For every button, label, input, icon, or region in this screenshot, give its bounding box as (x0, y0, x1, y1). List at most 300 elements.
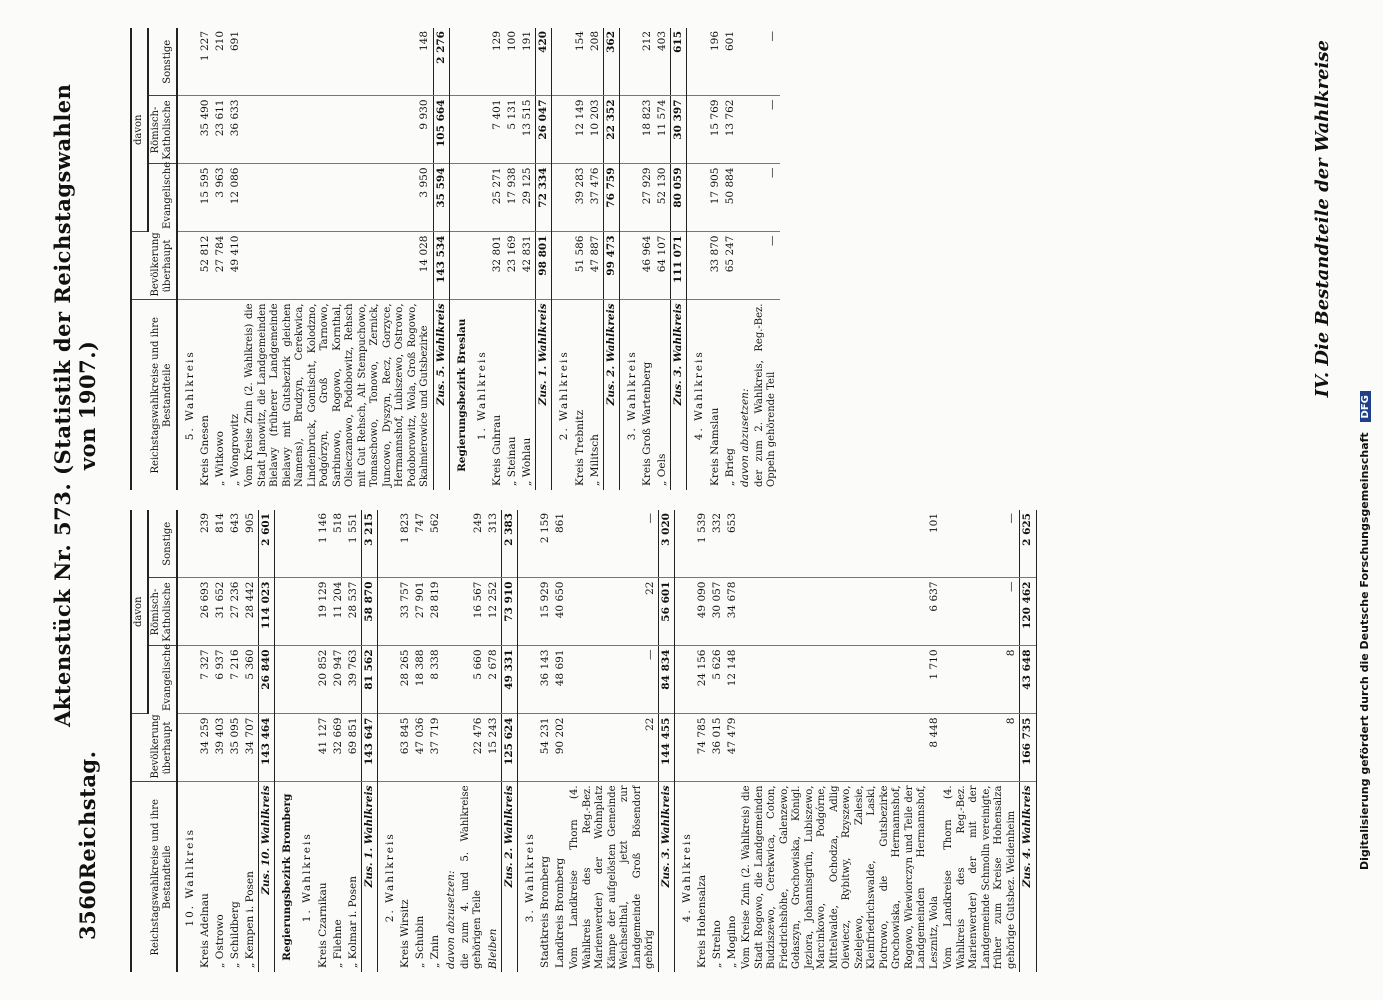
row-label: Kreis Gnesen (198, 415, 211, 486)
catholic-cell: 28 442 (243, 578, 259, 646)
other-cell (470, 28, 490, 96)
evangelical-cell: 7 216 (228, 646, 243, 714)
table-row (723, 28, 738, 490)
evangelical-cell: 49 331 (501, 646, 517, 714)
evangelical-cell: 26 840 (259, 646, 275, 714)
catholic-cell: 22 352 (603, 96, 619, 164)
table-row (538, 510, 553, 972)
evangelical-cell: 3 950 (243, 164, 433, 232)
population-cell: 143 647 (361, 714, 377, 782)
evangelical-cell: 6 937 (213, 646, 228, 714)
evangelical-cell: 29 125 (520, 164, 536, 232)
row-label: Zus. 3. Wahlkreis (671, 300, 687, 490)
catholic-cell: 105 664 (433, 96, 449, 164)
other-cell: 100 (505, 28, 520, 96)
population-cell: 39 403 (213, 714, 228, 782)
table-row (568, 510, 658, 972)
row-label: „ Schubin (414, 915, 427, 968)
table-row (619, 28, 640, 490)
table-row (470, 28, 490, 490)
other-cell: — (753, 28, 780, 96)
col-header-catholic: Römisch-Katholische (148, 96, 177, 164)
catholic-cell: 56 601 (658, 578, 674, 646)
population-cell (177, 714, 198, 782)
row-label: davon abzusetzen: (738, 388, 751, 487)
other-cell: 518 (331, 510, 346, 578)
catholic-cell (295, 578, 315, 646)
population-cell: 32 669 (331, 714, 346, 782)
population-cell (552, 232, 573, 300)
population-cell: 47 479 (725, 714, 740, 782)
population-cell: 22 476 (459, 714, 486, 782)
col-header-population: Bevölkerung überhaupt (131, 714, 177, 782)
catholic-cell (444, 578, 459, 646)
table-row (517, 510, 538, 972)
table-row (331, 510, 346, 972)
page-title-main: Aktenstück Nr. 573. (50, 482, 75, 728)
table-row (346, 510, 362, 972)
catholic-cell: 23 611 (213, 96, 228, 164)
row-label: „ Brieg (723, 448, 736, 486)
evangelical-cell: 12 148 (725, 646, 740, 714)
population-cell (378, 714, 399, 782)
catholic-cell: 40 650 (553, 578, 568, 646)
evangelical-cell: 20 947 (331, 646, 346, 714)
catholic-cell (738, 96, 753, 164)
table-row (275, 510, 296, 972)
col-header-davon: davon (131, 510, 148, 714)
row-label: 4. Wahlkreis (680, 832, 693, 923)
table-row (588, 28, 604, 490)
evangelical-cell: 18 388 (413, 646, 428, 714)
evangelical-cell: 8 338 (428, 646, 443, 714)
catholic-cell (275, 578, 296, 646)
row-label: „ Znin (429, 935, 442, 968)
population-cell: 54 231 (538, 714, 553, 782)
right-table-block (130, 28, 780, 490)
catholic-cell (378, 578, 399, 646)
catholic-cell: 114 023 (259, 578, 275, 646)
other-cell (295, 510, 315, 578)
other-cell: 814 (213, 510, 228, 578)
other-cell: 601 (723, 28, 738, 96)
table-row (361, 510, 377, 972)
population-cell: 42 831 (520, 232, 536, 300)
other-cell: 562 (428, 510, 443, 578)
catholic-cell: 30 057 (710, 578, 725, 646)
evangelical-cell: 76 759 (603, 164, 619, 232)
evangelical-cell (619, 164, 640, 232)
evangelical-cell (275, 646, 296, 714)
table-row (740, 510, 942, 972)
row-label: Vom Landkreise Thorn (4. Wahlkreis des Reg.-Bez. Marienwerder) der Wohnplatz Kämpe der aufgelösten Gemeinde Weichselthal, jetzt zur Landgemeinde Groß Bösendorf gehörig (569, 785, 656, 969)
row-label: Kreis Guhrau (490, 414, 503, 486)
catholic-cell: 10 203 (588, 96, 604, 164)
other-cell: 2 601 (259, 510, 275, 578)
other-cell: 2 383 (501, 510, 517, 578)
row-label: 2. Wahlkreis (384, 832, 396, 923)
table-row (228, 510, 243, 972)
other-cell (687, 28, 708, 96)
other-cell (444, 510, 459, 578)
catholic-cell: 6 637 (740, 578, 942, 646)
evangelical-cell (378, 646, 399, 714)
left-table-body (177, 510, 1037, 972)
table-row (695, 510, 710, 972)
other-cell: 208 (588, 28, 604, 96)
other-cell: 191 (520, 28, 536, 96)
catholic-cell: 11 574 (655, 96, 671, 164)
table-row (177, 510, 198, 972)
population-cell: 65 247 (723, 232, 738, 300)
catholic-cell: 31 652 (213, 578, 228, 646)
catholic-cell: 35 490 (198, 96, 213, 164)
other-cell: 861 (553, 510, 568, 578)
population-cell: 41 127 (316, 714, 331, 782)
other-cell: 239 (198, 510, 213, 578)
row-label: Kreis Trebnitz (573, 410, 586, 486)
evangelical-cell: — (753, 164, 780, 232)
catholic-cell: 13 515 (520, 96, 536, 164)
other-cell: 210 (213, 28, 228, 96)
other-cell: 420 (536, 28, 552, 96)
table-row (177, 28, 198, 490)
table-row (243, 510, 259, 972)
population-cell: 47 887 (588, 232, 604, 300)
other-cell (177, 28, 198, 96)
population-cell: 49 410 (228, 232, 243, 300)
row-label: 2. Wahlkreis (558, 350, 571, 441)
catholic-cell (552, 96, 573, 164)
other-cell: 129 (490, 28, 505, 96)
catholic-cell (619, 96, 640, 164)
catholic-cell: 15 929 (538, 578, 553, 646)
page-footer (1358, 391, 1371, 870)
evangelical-cell: 20 852 (316, 646, 331, 714)
row-label: „ Witkowo (213, 431, 226, 486)
population-cell: 98 801 (536, 232, 552, 300)
other-cell: 3 215 (361, 510, 377, 578)
other-cell: 643 (228, 510, 243, 578)
row-label: 3. Wahlkreis (625, 350, 638, 441)
row-label: davon abzusetzen: (444, 870, 457, 969)
table-row (295, 510, 315, 972)
row-label: „ Schildberg (228, 901, 241, 968)
evangelical-cell: 43 648 (1020, 646, 1036, 714)
catholic-cell: 18 823 (640, 96, 655, 164)
catholic-cell: 19 129 (316, 578, 331, 646)
table-row (753, 28, 780, 490)
catholic-cell (177, 96, 198, 164)
evangelical-cell (517, 646, 538, 714)
row-label: der zum 2. Wahlkreis, Reg.-Bez. Oppeln gehörende Teil (753, 303, 778, 487)
row-label: 1. Wahlkreis (475, 350, 488, 441)
population-cell: 37 719 (428, 714, 443, 782)
population-cell: 27 784 (213, 232, 228, 300)
table-row (413, 510, 428, 972)
population-cell: 32 801 (490, 232, 505, 300)
table-row (259, 510, 275, 972)
evangelical-cell: 12 086 (228, 164, 243, 232)
catholic-cell: 12 252 (486, 578, 502, 646)
other-cell: 653 (725, 510, 740, 578)
evangelical-cell: 39 283 (573, 164, 588, 232)
other-cell (449, 28, 470, 96)
population-cell (449, 232, 470, 300)
population-cell: 74 785 (695, 714, 710, 782)
row-label: 5. Wahlkreis (183, 350, 196, 441)
population-cell: 23 169 (505, 232, 520, 300)
catholic-cell: — (753, 96, 780, 164)
catholic-cell: 11 204 (331, 578, 346, 646)
col-header-population: Bevölkerung überhaupt (131, 232, 177, 300)
dfg-logo: DFG (1360, 391, 1371, 422)
row-label: Zus. 2. Wahlkreis (501, 782, 517, 972)
other-cell (177, 510, 198, 578)
population-cell: — (753, 232, 780, 300)
other-cell (738, 28, 753, 96)
row-label: Zus. 2. Wahlkreis (603, 300, 619, 490)
left-table (130, 510, 1037, 972)
table-row (687, 28, 708, 490)
evangelical-cell: 2 678 (486, 646, 502, 714)
other-cell: 101 (740, 510, 942, 578)
table-row (459, 510, 486, 972)
row-label: „ Kolmar i. Posen (346, 876, 359, 968)
table-row (553, 510, 568, 972)
other-cell (674, 510, 695, 578)
row-label: Kreis Groß Wartenberg (641, 361, 653, 486)
table-row (655, 28, 671, 490)
other-cell (619, 28, 640, 96)
row-label: Zus. 3. Wahlkreis (658, 782, 674, 972)
row-label: Kreis Czarnikau (316, 882, 329, 968)
population-cell: 63 845 (398, 714, 413, 782)
population-cell: 47 036 (413, 714, 428, 782)
evangelical-cell: 7 327 (198, 646, 213, 714)
row-label: Regierungsbezirk Bromberg (281, 793, 294, 961)
table-row (486, 510, 502, 972)
other-cell (275, 510, 296, 578)
other-cell (378, 510, 399, 578)
row-label: „ Militsch (588, 434, 601, 486)
population-cell (295, 714, 315, 782)
row-label: „ Strelno (711, 920, 724, 968)
table-row (640, 28, 655, 490)
population-cell (687, 232, 708, 300)
evangelical-cell (444, 646, 459, 714)
table-row (536, 28, 552, 490)
row-label: die zum 4. und 5. Wahlkreise gehörigen Teile (459, 785, 484, 969)
table-row (725, 510, 740, 972)
population-cell: 15 243 (486, 714, 502, 782)
row-label: Kreis Wirsitz (399, 899, 412, 968)
row-label: Kreis Adelnau (198, 893, 211, 968)
row-label: „ Ostrowo (213, 914, 226, 968)
evangelical-cell: 52 130 (655, 164, 671, 232)
catholic-cell: 27 901 (413, 578, 428, 646)
other-cell: 905 (243, 510, 259, 578)
population-cell (275, 714, 296, 782)
evangelical-cell (177, 164, 198, 232)
col-header-other: Sonstige (148, 510, 177, 578)
table-row (520, 28, 536, 490)
row-label: „ Wongrowitz (228, 413, 241, 486)
catholic-cell: 16 567 (459, 578, 486, 646)
page-number: 3560 (75, 879, 100, 940)
evangelical-cell: 48 691 (553, 646, 568, 714)
row-label: 3. Wahlkreis (523, 832, 536, 923)
population-cell: 52 812 (198, 232, 213, 300)
catholic-cell (449, 96, 470, 164)
catholic-cell: 30 397 (671, 96, 687, 164)
section-title: IV. Die Bestandteile der Wahlkreise (1312, 40, 1333, 398)
row-label: „ Oels (656, 453, 669, 486)
population-cell: 8 448 (740, 714, 942, 782)
catholic-cell (517, 578, 538, 646)
row-label: „ Steinau (506, 436, 518, 486)
table-row (213, 510, 228, 972)
catholic-cell: 28 537 (346, 578, 362, 646)
evangelical-cell (295, 646, 315, 714)
evangelical-cell: 80 059 (671, 164, 687, 232)
col-header-catholic: Römisch-Katholische (148, 578, 177, 646)
catholic-cell (470, 96, 490, 164)
table-row (198, 510, 213, 972)
catholic-cell (177, 578, 198, 646)
other-cell: 3 020 (658, 510, 674, 578)
catholic-cell (687, 96, 708, 164)
catholic-cell: 36 633 (228, 96, 243, 164)
row-label: „ Mogilno (726, 915, 739, 968)
population-cell: 33 870 (708, 232, 723, 300)
row-label: Vom Landkreise Thorn (4. Wahlkreis des Reg.-Bez. Marienwerder) der mit der Landgemeinde Schmolln vereinigte, früher zum Kreise Hohensalza gehörige Gutsbez. Weidenheim (943, 785, 1017, 969)
page-header (40, 60, 100, 940)
population-cell: 14 028 (243, 232, 433, 300)
row-label: „ Filehne (331, 919, 344, 968)
other-cell: 1 551 (346, 510, 362, 578)
evangelical-cell: 81 562 (361, 646, 377, 714)
evangelical-cell: 84 834 (658, 646, 674, 714)
evangelical-cell: — (568, 646, 658, 714)
evangelical-cell: 37 476 (588, 164, 604, 232)
other-cell (552, 28, 573, 96)
row-label: Landkreis Bromberg (554, 857, 567, 968)
catholic-cell: 26 047 (536, 96, 552, 164)
population-cell (444, 714, 459, 782)
catholic-cell: 7 401 (490, 96, 505, 164)
table-row (671, 28, 687, 490)
evangelical-cell: 50 884 (723, 164, 738, 232)
other-cell: 2 276 (433, 28, 449, 96)
row-label: 10. Wahlkreis (183, 827, 196, 927)
evangelical-cell: 1 710 (740, 646, 942, 714)
page-title-sub: (Statistik der Reichstagswahlen von 1907.) (50, 83, 100, 475)
row-label: Zus. 4. Wahlkreis (1020, 782, 1036, 972)
evangelical-cell: 8 (942, 646, 1020, 714)
row-label: „ Wohlau (521, 437, 534, 486)
catholic-cell: 12 149 (573, 96, 588, 164)
catholic-cell: 28 819 (428, 578, 443, 646)
evangelical-cell: 17 905 (708, 164, 723, 232)
row-label: „ Kempen i. Posen (244, 871, 256, 968)
col-header-davon: davon (131, 28, 148, 232)
table-row (658, 510, 674, 972)
row-label: Zus. 1. Wahlkreis (361, 782, 377, 972)
catholic-cell: 33 757 (398, 578, 413, 646)
evangelical-cell: 35 594 (433, 164, 449, 232)
table-row (228, 28, 243, 490)
evangelical-cell: 24 156 (695, 646, 710, 714)
table-row (708, 28, 723, 490)
table-row (213, 28, 228, 490)
population-cell: 64 107 (655, 232, 671, 300)
right-table-body (177, 28, 780, 490)
row-label: Zus. 10. Wahlkreis (259, 782, 275, 972)
population-cell (738, 232, 753, 300)
population-cell: 111 071 (671, 232, 687, 300)
population-cell: 99 473 (603, 232, 619, 300)
table-row (378, 510, 399, 972)
row-label: Zus. 1. Wahlkreis (536, 300, 552, 490)
table-row (398, 510, 413, 972)
other-cell: 154 (573, 28, 588, 96)
row-label: Regierungsbezirk Breslau (455, 318, 468, 472)
other-cell: 1 823 (398, 510, 413, 578)
row-label: Kreis Namslau (708, 407, 721, 486)
other-cell (517, 510, 538, 578)
population-cell: 8 (942, 714, 1020, 782)
row-label: Kreis Hohensalza (696, 874, 708, 968)
table-row (316, 510, 331, 972)
catholic-cell: 73 910 (501, 578, 517, 646)
col-header-evangelical: Evangelische (148, 164, 177, 232)
evangelical-cell (470, 164, 490, 232)
other-cell: 747 (413, 510, 428, 578)
table-row (449, 28, 470, 490)
evangelical-cell: 5 626 (710, 646, 725, 714)
col-header-other: Sonstige (148, 28, 177, 96)
population-cell: 143 464 (259, 714, 275, 782)
other-cell: — (942, 510, 1020, 578)
population-cell: 143 534 (433, 232, 449, 300)
catholic-cell: 120 462 (1020, 578, 1036, 646)
other-cell: 196 (708, 28, 723, 96)
catholic-cell: 13 762 (723, 96, 738, 164)
population-cell: 69 851 (346, 714, 362, 782)
other-cell: 148 (243, 28, 433, 96)
catholic-cell: 34 678 (725, 578, 740, 646)
table-row (674, 510, 695, 972)
population-cell: 46 964 (640, 232, 655, 300)
other-cell: 615 (671, 28, 687, 96)
table-row (942, 510, 1020, 972)
other-cell: 1 539 (695, 510, 710, 578)
evangelical-cell: 39 763 (346, 646, 362, 714)
population-cell (177, 232, 198, 300)
table-row (490, 28, 505, 490)
evangelical-cell (674, 646, 695, 714)
other-cell: 313 (486, 510, 502, 578)
population-cell: 22 (568, 714, 658, 782)
other-cell: — (568, 510, 658, 578)
catholic-cell: 5 131 (505, 96, 520, 164)
table-row (501, 510, 517, 972)
other-cell: 332 (710, 510, 725, 578)
population-cell: 144 455 (658, 714, 674, 782)
table-row (433, 28, 449, 490)
catholic-cell: 27 236 (228, 578, 243, 646)
